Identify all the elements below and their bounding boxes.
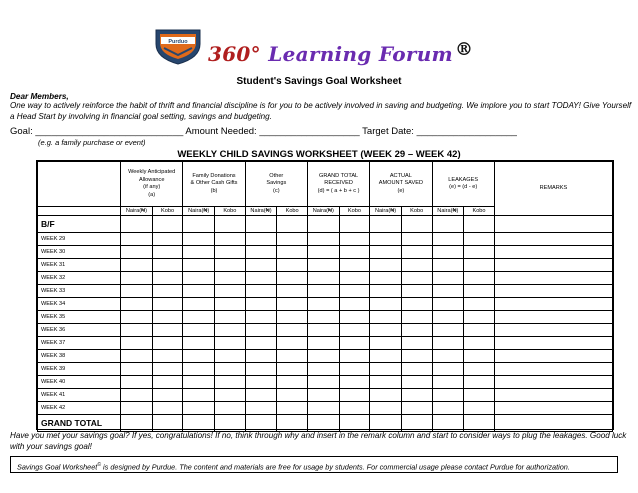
naira-subheader: Naira(₦) (245, 207, 277, 216)
entry-cell[interactable] (339, 298, 370, 311)
entry-cell[interactable] (277, 389, 308, 402)
shield-logo-icon (152, 28, 204, 66)
entry-cell[interactable] (152, 246, 183, 259)
entry-cell[interactable] (494, 402, 612, 415)
entry-cell[interactable] (307, 311, 339, 324)
entry-cell[interactable] (152, 389, 183, 402)
entry-cell[interactable] (401, 259, 432, 272)
entry-cell[interactable] (464, 337, 495, 350)
entry-cell[interactable] (215, 402, 246, 415)
entry-cell[interactable] (183, 324, 215, 337)
entry-cell[interactable] (464, 324, 495, 337)
subheader-blank-cell (38, 207, 121, 216)
week-label: WEEK 36 (38, 324, 121, 337)
entry-cell[interactable] (370, 337, 402, 350)
entry-cell[interactable] (245, 272, 277, 285)
entry-cell[interactable] (307, 324, 339, 337)
week-label-row (38, 311, 613, 324)
entry-cell[interactable] (464, 233, 495, 246)
column-header: GRAND TOTAL RECEIVED (d) = ( a + b + c ) (307, 162, 369, 207)
footer-suffix: is designed by Purdue. The content and materials are free for usage by students. For commercial usage please contact Purdue for authorization. (101, 462, 570, 472)
kobo-subheader: Kobo (464, 207, 495, 216)
worksheet-grid (37, 161, 613, 432)
entry-cell[interactable] (277, 402, 308, 415)
week-label-row (38, 259, 613, 272)
entry-cell[interactable] (494, 376, 612, 389)
week-label-row (38, 363, 613, 376)
entry-cell[interactable] (432, 363, 464, 376)
entry-cell[interactable] (464, 402, 495, 415)
entry-cell[interactable] (339, 376, 370, 389)
entry-cell[interactable] (307, 246, 339, 259)
entry-cell[interactable] (245, 363, 277, 376)
purdue-logo (152, 28, 204, 66)
entry-cell[interactable] (370, 233, 402, 246)
entry-cell[interactable] (432, 415, 464, 432)
entry-cell[interactable] (494, 233, 612, 246)
entry-cell[interactable] (401, 402, 432, 415)
salutation: Dear Members, (10, 92, 69, 101)
week-label: WEEK 41 (38, 389, 121, 402)
entry-cell[interactable] (121, 415, 153, 432)
kobo-subheader: Kobo (339, 207, 370, 216)
entry-cell[interactable] (215, 298, 246, 311)
grand-total-label: GRAND TOTAL (38, 415, 121, 432)
naira-subheader: Naira(₦) (183, 207, 215, 216)
entry-cell[interactable] (307, 298, 339, 311)
entry-cell[interactable] (277, 298, 308, 311)
entry-cell[interactable] (215, 389, 246, 402)
week-label-row (38, 402, 613, 415)
entry-cell[interactable] (215, 324, 246, 337)
entry-cell[interactable] (183, 402, 215, 415)
entry-cell[interactable] (183, 350, 215, 363)
entry-cell[interactable] (370, 376, 402, 389)
entry-cell[interactable] (152, 363, 183, 376)
entry-cell[interactable] (307, 363, 339, 376)
entry-cell[interactable] (307, 216, 339, 233)
column-header: LEAKAGES (e) = (d - e) (432, 162, 494, 207)
entry-cell[interactable] (183, 376, 215, 389)
week-label-row (38, 298, 613, 311)
entry-cell[interactable] (277, 272, 308, 285)
entry-cell[interactable] (121, 259, 153, 272)
footer-notice (10, 456, 618, 473)
intro-paragraph: One way to actively reinforce the habit of thrift and financial discipline is for you to be actively involved in saving and budgeting. We implore you to start TODAY! Give Yourself a Head Start by involving in financial goal setting, savings and budgeting. (10, 101, 632, 121)
entry-cell[interactable] (494, 389, 612, 402)
entry-cell[interactable] (494, 415, 612, 432)
entry-cell[interactable] (121, 233, 153, 246)
goal-line: Goal: ____________________________ Amount Needed: ___________________ Target Date: ___________________ (10, 126, 517, 137)
entry-cell[interactable] (245, 415, 277, 432)
bf-label-row (38, 216, 613, 233)
entry-cell[interactable] (152, 216, 183, 233)
entry-cell[interactable] (339, 233, 370, 246)
entry-cell[interactable] (277, 324, 308, 337)
entry-cell[interactable] (307, 376, 339, 389)
week-label: WEEK 31 (38, 259, 121, 272)
entry-cell[interactable] (277, 233, 308, 246)
entry-cell[interactable] (339, 402, 370, 415)
entry-cell[interactable] (339, 285, 370, 298)
entry-cell[interactable] (152, 376, 183, 389)
entry-cell[interactable] (432, 389, 464, 402)
entry-cell[interactable] (401, 216, 432, 233)
entry-cell[interactable] (215, 337, 246, 350)
week-label: WEEK 39 (38, 363, 121, 376)
week-label-row (38, 285, 613, 298)
entry-cell[interactable] (401, 415, 432, 432)
week-label: WEEK 29 (38, 233, 121, 246)
entry-cell[interactable] (152, 233, 183, 246)
entry-cell[interactable] (494, 246, 612, 259)
entry-cell[interactable] (370, 389, 402, 402)
entry-cell[interactable] (121, 216, 153, 233)
entry-cell[interactable] (277, 337, 308, 350)
week-label-row (38, 389, 613, 402)
entry-cell[interactable] (464, 389, 495, 402)
remarks-header: REMARKS (494, 162, 612, 216)
bf-label: B/F (38, 216, 121, 233)
entry-cell[interactable] (121, 389, 153, 402)
entry-cell[interactable] (401, 350, 432, 363)
entry-cell[interactable] (183, 272, 215, 285)
entry-cell[interactable] (494, 350, 612, 363)
entry-cell[interactable] (494, 298, 612, 311)
entry-cell[interactable] (464, 311, 495, 324)
entry-cell[interactable] (277, 363, 308, 376)
week-label: WEEK 30 (38, 246, 121, 259)
entry-cell[interactable] (401, 311, 432, 324)
entry-cell[interactable] (183, 259, 215, 272)
entry-cell[interactable] (339, 246, 370, 259)
week-label: WEEK 38 (38, 350, 121, 363)
entry-cell[interactable] (245, 233, 277, 246)
entry-cell[interactable] (245, 389, 277, 402)
entry-cell[interactable] (183, 246, 215, 259)
entry-cell[interactable] (464, 285, 495, 298)
entry-cell[interactable] (245, 259, 277, 272)
registered-mark: ® (455, 39, 474, 60)
entry-cell[interactable] (277, 285, 308, 298)
entry-cell[interactable] (370, 350, 402, 363)
entry-cell[interactable] (183, 363, 215, 376)
entry-cell[interactable] (339, 311, 370, 324)
entry-cell[interactable] (121, 324, 153, 337)
entry-cell[interactable] (215, 233, 246, 246)
entry-cell[interactable] (277, 376, 308, 389)
week-label-row (38, 350, 613, 363)
entry-cell[interactable] (432, 246, 464, 259)
entry-cell[interactable] (152, 402, 183, 415)
entry-cell[interactable] (307, 285, 339, 298)
entry-cell[interactable] (370, 272, 402, 285)
entry-cell[interactable] (401, 337, 432, 350)
entry-cell[interactable] (307, 233, 339, 246)
column-header: Family Donations & Other Cash Gifts (b) (183, 162, 245, 207)
entry-cell[interactable] (183, 415, 215, 432)
entry-cell[interactable] (245, 311, 277, 324)
closing-paragraph: Have you met your savings goal? If yes, congratulations! If no, think through why and insert in the remark column and start to consider ways to plug the leakages. Good luck with your savings goal! (10, 431, 627, 451)
entry-cell[interactable] (494, 285, 612, 298)
entry-cell[interactable] (432, 311, 464, 324)
entry-cell[interactable] (401, 272, 432, 285)
entry-cell[interactable] (432, 337, 464, 350)
entry-cell[interactable] (432, 324, 464, 337)
entry-cell[interactable] (307, 350, 339, 363)
entry-cell[interactable] (339, 259, 370, 272)
entry-cell[interactable] (401, 324, 432, 337)
brand-text: Learning Forum (260, 42, 454, 66)
entry-cell[interactable] (121, 337, 153, 350)
entry-cell[interactable] (245, 350, 277, 363)
entry-cell[interactable] (121, 363, 153, 376)
entry-cell[interactable] (183, 233, 215, 246)
entry-cell[interactable] (432, 272, 464, 285)
entry-cell[interactable] (152, 311, 183, 324)
entry-cell[interactable] (494, 337, 612, 350)
entry-cell[interactable] (370, 285, 402, 298)
entry-cell[interactable] (401, 376, 432, 389)
entry-cell[interactable] (432, 285, 464, 298)
entry-cell[interactable] (121, 376, 153, 389)
page-subtitle: Student's Savings Goal Worksheet (236, 76, 402, 87)
entry-cell[interactable] (339, 337, 370, 350)
entry-cell[interactable] (464, 415, 495, 432)
entry-cell[interactable] (370, 259, 402, 272)
entry-cell[interactable] (121, 246, 153, 259)
entry-cell[interactable] (370, 298, 402, 311)
entry-cell[interactable] (183, 285, 215, 298)
kobo-subheader: Kobo (277, 207, 308, 216)
copyright-mark: © (97, 462, 101, 468)
entry-cell[interactable] (121, 350, 153, 363)
entry-cell[interactable] (464, 246, 495, 259)
entry-cell[interactable] (339, 216, 370, 233)
entry-cell[interactable] (432, 376, 464, 389)
column-header: ACTUAL AMOUNT SAVED (e) (370, 162, 432, 207)
worksheet-title: WEEKLY CHILD SAVINGS WORKSHEET (WEEK 29 – WEEK 42) (177, 149, 461, 160)
entry-cell[interactable] (370, 402, 402, 415)
entry-cell[interactable] (245, 376, 277, 389)
week-label: WEEK 32 (38, 272, 121, 285)
entry-cell[interactable] (307, 389, 339, 402)
entry-cell[interactable] (370, 363, 402, 376)
kobo-subheader: Kobo (215, 207, 246, 216)
week-label: WEEK 40 (38, 376, 121, 389)
entry-cell[interactable] (245, 298, 277, 311)
entry-cell[interactable] (152, 324, 183, 337)
entry-cell[interactable] (215, 285, 246, 298)
entry-cell[interactable] (152, 259, 183, 272)
brand-title (208, 39, 474, 66)
entry-cell[interactable] (464, 272, 495, 285)
entry-cell[interactable] (432, 233, 464, 246)
savings-worksheet-table (36, 160, 614, 430)
entry-cell[interactable] (245, 285, 277, 298)
entry-cell[interactable] (370, 311, 402, 324)
entry-cell[interactable] (464, 298, 495, 311)
entry-cell[interactable] (121, 272, 153, 285)
entry-cell[interactable] (494, 363, 612, 376)
entry-cell[interactable] (277, 259, 308, 272)
brand-number: 360° (208, 42, 261, 66)
entry-cell[interactable] (277, 350, 308, 363)
entry-cell[interactable] (121, 285, 153, 298)
footer-prefix: Savings Goal Worksheet (17, 462, 98, 472)
entry-cell[interactable] (277, 216, 308, 233)
entry-cell[interactable] (307, 259, 339, 272)
kobo-subheader: Kobo (152, 207, 183, 216)
week-label-row (38, 376, 613, 389)
entry-cell[interactable] (152, 285, 183, 298)
entry-cell[interactable] (215, 216, 246, 233)
entry-cell[interactable] (215, 376, 246, 389)
entry-cell[interactable] (307, 402, 339, 415)
kobo-subheader: Kobo (401, 207, 432, 216)
entry-cell[interactable] (339, 389, 370, 402)
entry-cell[interactable] (432, 350, 464, 363)
naira-subheader: Naira(₦) (432, 207, 464, 216)
entry-cell[interactable] (215, 272, 246, 285)
entry-cell[interactable] (245, 337, 277, 350)
week-label: WEEK 37 (38, 337, 121, 350)
entry-cell[interactable] (494, 311, 612, 324)
naira-subheader: Naira(₦) (307, 207, 339, 216)
entry-cell[interactable] (183, 298, 215, 311)
entry-cell[interactable] (339, 350, 370, 363)
week-label: WEEK 42 (38, 402, 121, 415)
entry-cell[interactable] (183, 337, 215, 350)
entry-cell[interactable] (494, 216, 612, 233)
entry-cell[interactable] (370, 216, 402, 233)
entry-cell[interactable] (277, 415, 308, 432)
naira-subheader: Naira(₦) (370, 207, 402, 216)
column-header: Other Savings (c) (245, 162, 307, 207)
entry-cell[interactable] (370, 415, 402, 432)
entry-cell[interactable] (307, 337, 339, 350)
goal-hint: (e.g. a family purchase or event) (38, 138, 146, 147)
entry-cell[interactable] (401, 389, 432, 402)
entry-cell[interactable] (464, 216, 495, 233)
entry-cell[interactable] (339, 415, 370, 432)
grand-total-label-row (38, 415, 613, 432)
entry-cell[interactable] (494, 272, 612, 285)
column-header: Weekly Anticipated Allowance (if any) (a) (121, 162, 183, 207)
entry-cell[interactable] (183, 389, 215, 402)
entry-cell[interactable] (152, 298, 183, 311)
entry-cell[interactable] (152, 350, 183, 363)
entry-cell[interactable] (277, 311, 308, 324)
entry-cell[interactable] (152, 337, 183, 350)
entry-cell[interactable] (215, 350, 246, 363)
entry-cell[interactable] (464, 350, 495, 363)
naira-subheader: Naira(₦) (121, 207, 153, 216)
entry-cell[interactable] (401, 298, 432, 311)
week-label: WEEK 33 (38, 285, 121, 298)
entry-cell[interactable] (245, 324, 277, 337)
entry-cell[interactable] (307, 272, 339, 285)
entry-cell[interactable] (183, 216, 215, 233)
entry-cell[interactable] (121, 311, 153, 324)
header-blank-cell (38, 162, 121, 207)
week-label: WEEK 34 (38, 298, 121, 311)
week-label-row (38, 272, 613, 285)
entry-cell[interactable] (339, 324, 370, 337)
entry-cell[interactable] (152, 415, 183, 432)
entry-cell[interactable] (370, 324, 402, 337)
week-label: WEEK 35 (38, 311, 121, 324)
entry-cell[interactable] (401, 246, 432, 259)
entry-cell[interactable] (215, 363, 246, 376)
entry-cell[interactable] (432, 259, 464, 272)
entry-cell[interactable] (215, 311, 246, 324)
entry-cell[interactable] (432, 402, 464, 415)
entry-cell[interactable] (152, 272, 183, 285)
entry-cell[interactable] (307, 415, 339, 432)
week-label-row (38, 337, 613, 350)
entry-cell[interactable] (432, 298, 464, 311)
entry-cell[interactable] (121, 402, 153, 415)
week-label-row (38, 233, 613, 246)
entry-cell[interactable] (401, 285, 432, 298)
entry-cell[interactable] (464, 259, 495, 272)
entry-cell[interactable] (215, 415, 246, 432)
entry-cell[interactable] (245, 216, 277, 233)
entry-cell[interactable] (494, 259, 612, 272)
entry-cell[interactable] (245, 246, 277, 259)
entry-cell[interactable] (245, 402, 277, 415)
week-label-row (38, 324, 613, 337)
entry-cell[interactable] (464, 363, 495, 376)
entry-cell[interactable] (277, 246, 308, 259)
entry-cell[interactable] (464, 376, 495, 389)
entry-cell[interactable] (339, 272, 370, 285)
entry-cell[interactable] (401, 363, 432, 376)
entry-cell[interactable] (370, 246, 402, 259)
entry-cell[interactable] (215, 246, 246, 259)
entry-cell[interactable] (121, 298, 153, 311)
logo-text: Purduo (168, 39, 188, 45)
entry-cell[interactable] (339, 363, 370, 376)
week-label-row (38, 246, 613, 259)
entry-cell[interactable] (494, 324, 612, 337)
entry-cell[interactable] (183, 311, 215, 324)
entry-cell[interactable] (401, 233, 432, 246)
entry-cell[interactable] (432, 216, 464, 233)
entry-cell[interactable] (215, 259, 246, 272)
